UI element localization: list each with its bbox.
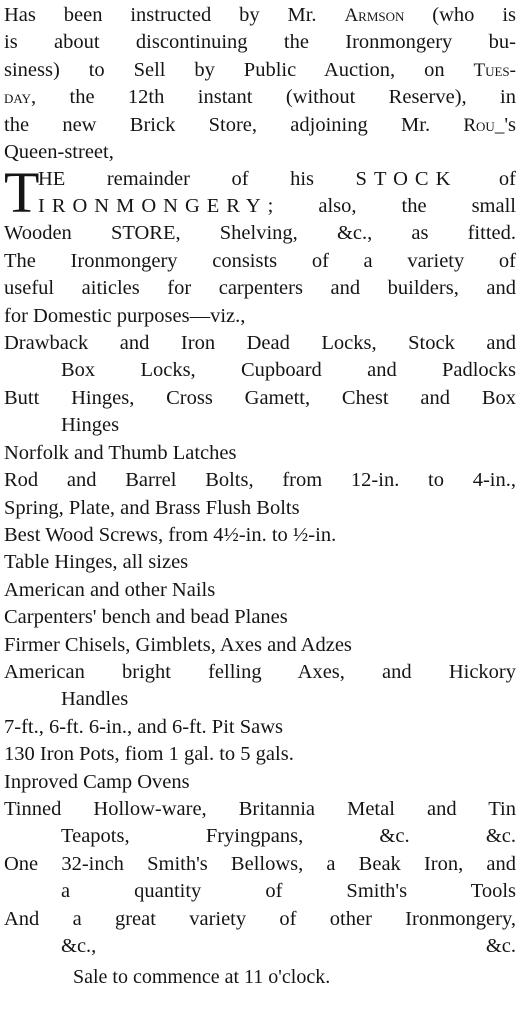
sale-day-cont: day bbox=[4, 87, 31, 109]
stock-word: STOCK bbox=[355, 168, 458, 191]
item-text: Drawback and Iron Dead Locks, Stock and bbox=[4, 332, 516, 355]
sale-day: Tues- bbox=[473, 59, 516, 81]
item-text: 130 Iron Pots, fiom 1 gal. to 5 gals. bbox=[4, 743, 294, 766]
item-text: Norfolk and Thumb Latches bbox=[4, 441, 237, 464]
list-item bbox=[4, 769, 516, 796]
list-item bbox=[4, 796, 516, 851]
item-text: Rod and Barrel Bolts, from 12-in. to 4-in., bbox=[4, 469, 516, 492]
auctioneer-client-name: Armson bbox=[344, 5, 405, 26]
stock-line-3: Wooden STORE, Shelving, &c., as fitted. bbox=[4, 222, 516, 245]
item-text: American and other Nails bbox=[4, 578, 216, 601]
list-item bbox=[4, 385, 516, 440]
stock-line-1 bbox=[38, 166, 516, 193]
list-item bbox=[4, 440, 516, 467]
item-text: And a great variety of other Ironmongery, bbox=[4, 907, 516, 930]
stock-line-6: for Domestic purposes—viz., bbox=[4, 304, 246, 327]
list-item bbox=[4, 604, 516, 631]
intro-text: 's bbox=[504, 113, 516, 136]
list-item bbox=[4, 577, 516, 604]
list-item bbox=[4, 659, 516, 714]
stock-line-2 bbox=[38, 193, 516, 220]
item-text: Firmer Chisels, Gimblets, Axes and Adzes bbox=[4, 633, 352, 656]
list-item bbox=[4, 549, 516, 576]
list-item bbox=[4, 906, 516, 961]
intro-line-3 bbox=[4, 57, 516, 84]
item-continuation: Handles bbox=[61, 688, 129, 711]
intro-text: , the 12th instant (without Reserve), in bbox=[30, 86, 516, 109]
intro-line-4 bbox=[4, 84, 516, 111]
item-list bbox=[0, 330, 522, 960]
intro-line-5 bbox=[4, 112, 516, 139]
store-owner-name: Rou_ bbox=[463, 114, 505, 136]
stock-text: of bbox=[457, 168, 516, 191]
intro-line-2: is about discontinuing the Ironmongery bu- bbox=[4, 31, 516, 54]
list-item bbox=[4, 851, 516, 906]
item-text: Carpenters' bench and bead Planes bbox=[4, 606, 288, 629]
item-text: Best Wood Screws, from 4½-in. to ½-in. bbox=[4, 523, 337, 546]
item-text: Table Hinges, all sizes bbox=[4, 551, 189, 574]
list-item bbox=[4, 632, 516, 659]
list-item bbox=[4, 522, 516, 549]
intro-text: Has been instructed by Mr. bbox=[4, 4, 345, 26]
item-text: American bright felling Axes, and Hickory bbox=[4, 660, 516, 683]
stock-heading bbox=[0, 160, 522, 226]
item-text: Tinned Hollow-ware, Britannia Metal and Tin bbox=[4, 797, 516, 820]
item-continuation: Hinges bbox=[61, 414, 120, 437]
list-item bbox=[4, 714, 516, 741]
intro-text: siness) to Sell by Public Auction, on bbox=[4, 58, 474, 81]
item-text: Spring, Plate, and Brass Flush Bolts bbox=[4, 496, 300, 519]
stock-text: HE remainder of his bbox=[38, 168, 356, 191]
intro-text: the new Brick Store, adjoining Mr. bbox=[4, 113, 464, 136]
item-continuation: &c., &c. bbox=[61, 935, 516, 957]
item-text: Butt Hinges, Cross Gamett, Chest and Box bbox=[4, 386, 516, 409]
item-text: Inproved Camp Ovens bbox=[4, 770, 190, 793]
stock-text: ; also, the small bbox=[267, 195, 516, 218]
ironmongery-word: IRONMONGERY bbox=[38, 195, 268, 218]
sale-time-notice: Sale to commence at 11 o'clock. bbox=[73, 966, 331, 989]
stock-line-4: The Ironmongery consists of a variety of bbox=[4, 249, 516, 272]
stock-line-5: useful aiticles for carpenters and builders, and bbox=[4, 277, 516, 300]
item-continuation: Teapots, Fryingpans, &c. &c. bbox=[61, 825, 516, 848]
item-text: One 32-inch Smith's Bellows, a Beak Iron, and bbox=[4, 852, 516, 875]
list-item bbox=[4, 495, 516, 522]
intro-line-1 bbox=[4, 2, 516, 29]
list-item bbox=[4, 330, 516, 385]
item-continuation: Box Locks, Cupboard and Padlocks bbox=[61, 359, 516, 382]
item-continuation: a quantity of Smith's Tools bbox=[61, 880, 516, 903]
item-text: 7-ft., 6-ft. 6-in., and 6-ft. Pit Saws bbox=[4, 715, 283, 738]
intro-text: (who is bbox=[404, 4, 516, 26]
list-item bbox=[4, 467, 516, 494]
drop-cap: T bbox=[4, 160, 40, 226]
list-item bbox=[4, 741, 516, 768]
intro-line-6: Queen-street, bbox=[4, 141, 114, 164]
